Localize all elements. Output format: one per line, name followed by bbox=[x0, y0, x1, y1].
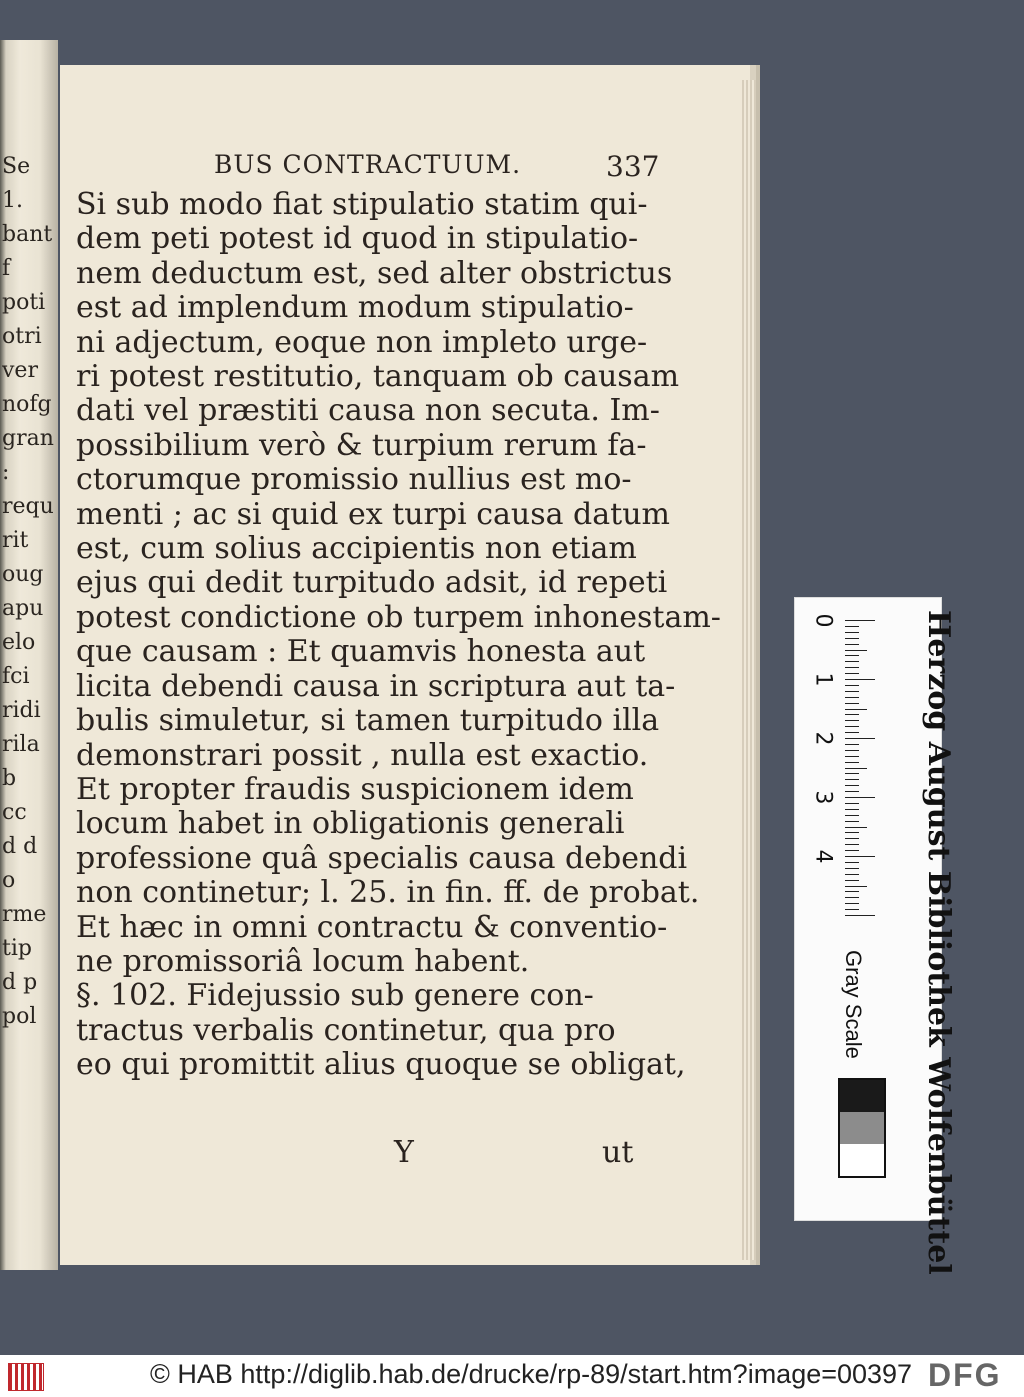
ruler-tick bbox=[845, 797, 875, 798]
text-line: locum habet in obligationis generali bbox=[76, 806, 625, 842]
ruler-tick bbox=[845, 880, 859, 881]
ruler-tick bbox=[845, 732, 859, 733]
gray-scale-label: Gray Scale bbox=[841, 950, 866, 1059]
ruler-tick bbox=[845, 791, 859, 792]
ruler-tick bbox=[845, 650, 867, 651]
ruler-tick bbox=[845, 720, 859, 721]
footer-link[interactable]: © HAB http://diglib.hab.de/drucke/rp-89/start.htm?image=00397 bbox=[150, 1359, 913, 1389]
left-fragment: oug bbox=[2, 562, 44, 587]
ruler-tick bbox=[845, 685, 859, 686]
left-fragment: requ bbox=[2, 494, 54, 519]
ruler-tick bbox=[845, 779, 859, 780]
ruler-tick bbox=[845, 844, 859, 845]
page-number: 337 bbox=[606, 150, 660, 183]
catchword: ut bbox=[602, 1135, 634, 1170]
left-fragment: f bbox=[2, 256, 11, 281]
ruler-tick bbox=[845, 667, 859, 668]
text-line: que causam : Et quamvis honesta aut bbox=[76, 634, 646, 670]
ruler-tick bbox=[845, 838, 859, 839]
text-line: Et propter fraudis suspicionem idem bbox=[76, 771, 634, 807]
left-fragment: apu bbox=[2, 596, 44, 621]
dfg-logo: DFG bbox=[928, 1357, 1002, 1393]
text-line: ctorumque promissio nullius est mo- bbox=[76, 462, 632, 498]
left-fragment: poti bbox=[2, 290, 46, 315]
text-line: possibilium verò & turpium rerum fa- bbox=[76, 427, 647, 463]
ruler-tick bbox=[845, 697, 859, 698]
left-fragment: bant bbox=[2, 222, 53, 247]
text-line: §. 102. Fidejussio sub genere con- bbox=[76, 978, 594, 1014]
left-fragment: d p bbox=[2, 970, 38, 995]
ruler-tick bbox=[845, 632, 859, 633]
left-fragment: Se bbox=[2, 154, 31, 179]
ruler-tick bbox=[845, 803, 859, 804]
ruler-number: 4 bbox=[810, 849, 836, 864]
ruler-tick bbox=[845, 756, 859, 757]
white-patch bbox=[840, 1144, 884, 1176]
text-line: non continetur; l. 25. in fin. ff. de probat. bbox=[76, 875, 700, 911]
ruler-tick bbox=[845, 626, 859, 627]
ruler-tick bbox=[845, 815, 859, 816]
text-line: menti ; ac si quid ex turpi causa datum bbox=[76, 496, 670, 532]
left-fragment: fci bbox=[2, 664, 30, 689]
ruler-tick bbox=[845, 750, 859, 751]
left-fragment: b bbox=[2, 766, 17, 791]
left-fragment: ver bbox=[2, 358, 38, 383]
text-line: ne promissoriâ locum habent. bbox=[76, 943, 530, 979]
ruler-tick bbox=[845, 809, 859, 810]
black-patch bbox=[840, 1080, 884, 1112]
ruler-tick bbox=[845, 821, 859, 822]
left-fragment: cc bbox=[2, 800, 27, 825]
ruler-tick bbox=[845, 903, 859, 904]
ruler-number: 1 bbox=[810, 672, 836, 687]
left-fragment: rme bbox=[2, 902, 47, 927]
left-fragment: otri bbox=[2, 324, 42, 349]
text-line: demonstrari possit , nulla est exactio. bbox=[76, 737, 649, 773]
ruler-tick bbox=[845, 856, 875, 857]
ruler-tick bbox=[845, 655, 859, 656]
left-fragment: 1. bbox=[2, 188, 23, 213]
text-line: est, cum solius accipientis non etiam bbox=[76, 531, 637, 567]
signature-mark: Y bbox=[394, 1135, 414, 1170]
ruler-tick bbox=[845, 762, 859, 763]
left-fragment: elo bbox=[2, 630, 36, 655]
text-line: est ad implendum modum stipulatio- bbox=[76, 290, 634, 326]
text-line: professione quâ specialis causa debendi bbox=[76, 840, 688, 876]
text-line: potest condictione ob turpem inhonestam- bbox=[76, 599, 721, 635]
ruler-number: 2 bbox=[810, 731, 836, 746]
ruler-tick bbox=[845, 620, 875, 621]
left-fragment: gran bbox=[2, 426, 54, 451]
left-fragment: ridi bbox=[2, 698, 41, 723]
left-fragment: d d bbox=[2, 834, 38, 859]
text-line: ejus qui dedit turpitudo adsit, id repeti bbox=[76, 565, 668, 601]
ruler-tick bbox=[845, 679, 875, 680]
ruler-tick bbox=[845, 891, 859, 892]
ruler-tick bbox=[845, 909, 859, 910]
text-line: dati vel præstiti causa non secuta. Im- bbox=[76, 393, 660, 429]
gray-patch bbox=[840, 1112, 884, 1144]
ruler-number: 0 bbox=[810, 613, 836, 628]
ruler-tick bbox=[845, 709, 867, 710]
left-fragment: o bbox=[2, 868, 16, 893]
gray-scale-patches bbox=[838, 1078, 886, 1178]
ruler-tick bbox=[845, 768, 867, 769]
text-line: Si sub modo fiat stipulatio statim qui- bbox=[76, 187, 648, 222]
text-line: bulis simuletur, si tamen turpitudo illa bbox=[76, 703, 660, 739]
ruler-tick bbox=[845, 691, 859, 692]
ruler-tick bbox=[845, 738, 875, 739]
text-line: Et hæc in omni contractu & conventio- bbox=[76, 909, 668, 945]
text-line: tractus verbalis continetur, qua pro bbox=[76, 1012, 616, 1048]
footer-bar bbox=[0, 1355, 1024, 1397]
left-fragment: rit bbox=[2, 528, 29, 553]
ruler-tick bbox=[845, 868, 859, 869]
ruler-tick bbox=[845, 744, 859, 745]
running-head: BUS CONTRACTUUM. bbox=[214, 150, 522, 179]
ruler-tick bbox=[845, 703, 859, 704]
ruler-tick bbox=[845, 886, 867, 887]
ruler-tick bbox=[845, 850, 859, 851]
ruler-tick bbox=[845, 785, 859, 786]
body-text bbox=[76, 187, 721, 1083]
ruler-tick bbox=[845, 661, 859, 662]
left-fragment: rila bbox=[2, 732, 40, 757]
ruler-tick bbox=[845, 897, 859, 898]
ruler-tick bbox=[845, 644, 859, 645]
ruler-tick bbox=[845, 714, 859, 715]
text-line: ri potest restitutio, tanquam ob causam bbox=[76, 359, 680, 395]
ruler-tick bbox=[845, 638, 859, 639]
hab-logo-icon bbox=[8, 1363, 44, 1391]
text-line: licita debendi causa in scriptura aut ta- bbox=[76, 668, 676, 704]
ruler-tick bbox=[845, 773, 859, 774]
library-name: Herzog August Bibliothek Wolfenbüttel bbox=[921, 610, 956, 1275]
ruler-tick bbox=[845, 915, 875, 916]
page-edge bbox=[742, 80, 756, 1260]
ruler-tick bbox=[845, 673, 859, 674]
text-line: dem peti potest id quod in stipulatio- bbox=[76, 221, 639, 257]
text-line: ni adjectum, eoque non impleto urge- bbox=[76, 324, 648, 360]
left-page-fragments bbox=[2, 150, 56, 1230]
ruler-tick bbox=[845, 726, 859, 727]
ruler-tick bbox=[845, 862, 859, 863]
ruler-number: 3 bbox=[810, 790, 836, 805]
left-fragment: nofg bbox=[2, 392, 52, 417]
ruler-tick bbox=[845, 827, 867, 828]
ruler-tick bbox=[845, 832, 859, 833]
text-line: eo qui promittit alius quoque se obligat, bbox=[76, 1047, 686, 1083]
left-fragment: tip bbox=[2, 936, 32, 961]
ruler-tick bbox=[845, 874, 859, 875]
ruler bbox=[845, 620, 875, 920]
left-fragment: : bbox=[2, 460, 10, 485]
text-line: nem deductum est, sed alter obstrictus bbox=[76, 255, 673, 291]
left-fragment: pol bbox=[2, 1004, 37, 1029]
left-page-edge bbox=[0, 40, 58, 1270]
